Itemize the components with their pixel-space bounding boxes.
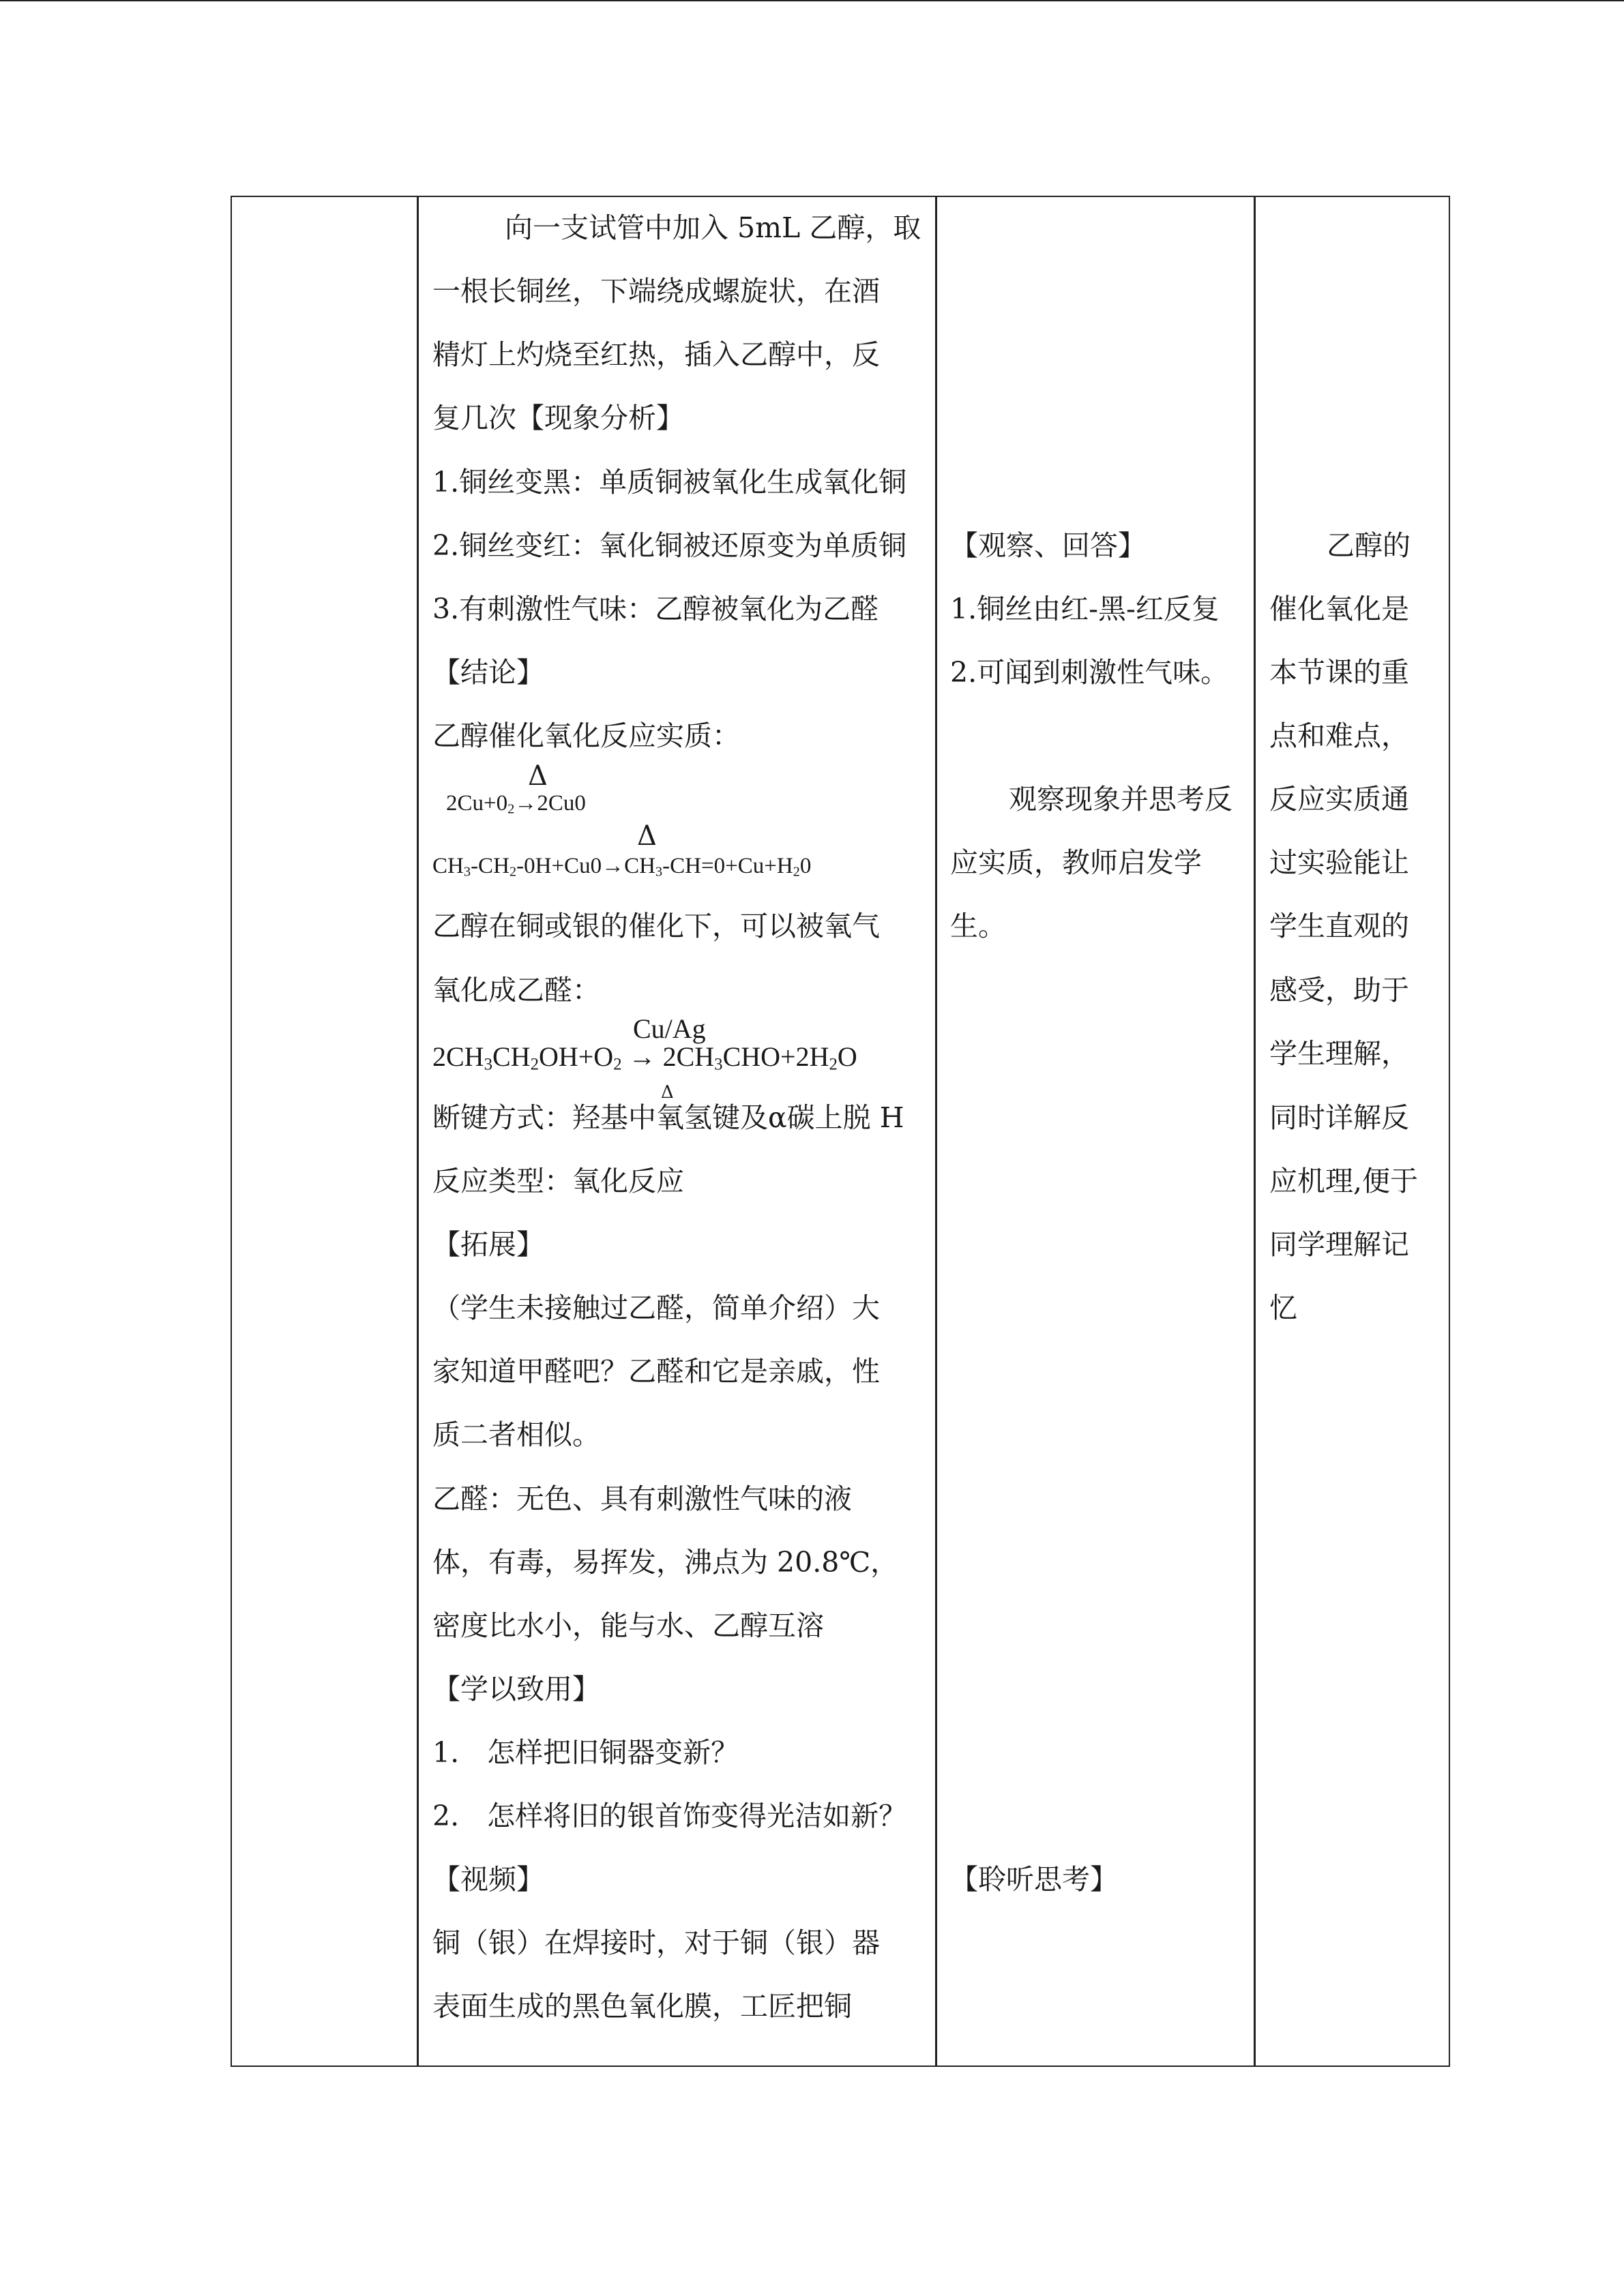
text-line: 乙醛：无色、具有刺激性气味的液 bbox=[432, 1482, 852, 1515]
list-item: 1. 怎样把旧铜器变新？ bbox=[432, 1736, 739, 1769]
text-line: 应机理,便于 bbox=[1269, 1165, 1419, 1197]
text-line: 乙醇的 bbox=[1327, 529, 1411, 562]
text-line: 应实质，教师启发学 bbox=[950, 846, 1202, 879]
equation-ethanol-cuo: $CH_3-CH_2-0H+Cu0\to CH_3-CH=0+Cu+H_20$ bbox=[432, 854, 812, 880]
equation-catalytic-oxidation: $2CH_3CH_2OH+O_2 \to 2CH_3CHO+2H_2O$ bbox=[432, 1041, 857, 1074]
column-divider bbox=[935, 197, 937, 2066]
equation-copper-oxidation: $2Cu+0_2\to 2Cu0$ bbox=[446, 791, 586, 817]
text-line: 感受，助于 bbox=[1269, 974, 1409, 1007]
design-intent-column bbox=[1269, 197, 1447, 2066]
section-heading: 【视频】 bbox=[432, 1863, 544, 1896]
text-line: 1.铜丝由红-黑-红反复 bbox=[950, 593, 1220, 625]
text-line: 2.铜丝变红：氧化铜被还原变为单质铜 bbox=[432, 529, 907, 562]
section-heading: 【观察、回答】 bbox=[950, 529, 1146, 562]
heat-symbol: Δ bbox=[661, 1082, 674, 1103]
text-line: 观察现象并思考反 bbox=[1009, 783, 1232, 816]
catalyst-label: Cu/Ag bbox=[633, 1013, 706, 1044]
column-divider bbox=[1254, 197, 1256, 2066]
list-item: 2. 怎样将旧的银首饰变得光洁如新？ bbox=[432, 1800, 907, 1832]
column-divider bbox=[417, 197, 419, 2066]
teacher-activity-column bbox=[432, 197, 930, 2066]
text-line: 忆 bbox=[1269, 1292, 1297, 1324]
text-line: 催化氧化是 bbox=[1269, 593, 1409, 625]
text-line: 3.有刺激性气味：乙醇被氧化为乙醛 bbox=[432, 593, 879, 625]
text-line: 表面生成的黑色氧化膜，工匠把铜 bbox=[432, 1990, 852, 2023]
text-line: 家知道甲醛吧？乙醛和它是亲戚，性 bbox=[432, 1355, 880, 1388]
text-line: 体，有毒，易挥发，沸点为 20.8℃， bbox=[432, 1546, 899, 1579]
text-line: 一根长铜丝，下端绕成螺旋状，在酒 bbox=[432, 275, 880, 308]
text-line: 乙醇在铜或银的催化下，可以被氧气 bbox=[432, 910, 880, 942]
text-line: 同时详解反 bbox=[1269, 1101, 1409, 1134]
section-heading: 【结论】 bbox=[432, 656, 544, 689]
text-line: 复几次【现象分析】 bbox=[432, 402, 684, 434]
text-line: 点和难点， bbox=[1269, 719, 1409, 752]
heat-symbol: Δ bbox=[528, 760, 548, 792]
text-line: 学生直观的 bbox=[1269, 910, 1409, 942]
text-line: 本节课的重 bbox=[1269, 656, 1409, 689]
text-line: 乙醇催化氧化反应实质： bbox=[432, 719, 740, 752]
text-line: 2.可闻到刺激性气味。 bbox=[950, 656, 1229, 689]
text-line: 反应实质通 bbox=[1269, 783, 1409, 816]
text-line: 精灯上灼烧至红热，插入乙醇中，反 bbox=[432, 338, 880, 371]
text-line: （学生未接触过乙醛，简单介绍）大 bbox=[432, 1292, 880, 1324]
lesson-plan-table bbox=[231, 196, 1450, 2067]
text-line: 氧化成乙醛： bbox=[432, 974, 600, 1007]
text-line: 质二者相似。 bbox=[432, 1418, 600, 1451]
stage-column bbox=[232, 197, 417, 2066]
text-line: 学生理解， bbox=[1269, 1037, 1409, 1070]
heat-symbol: Δ bbox=[637, 820, 657, 852]
text-line: 同学理解记 bbox=[1269, 1228, 1409, 1261]
text-line: 向一支试管中加入 5mL 乙醇，取 bbox=[505, 211, 921, 244]
text-line: 生。 bbox=[950, 910, 1006, 942]
text-line: 断键方式：羟基中氧氢键及α碳上脱 H bbox=[432, 1101, 904, 1134]
section-heading: 【聆听思考】 bbox=[950, 1863, 1118, 1896]
text-line: 密度比水小，能与水、乙醇互溶 bbox=[432, 1609, 824, 1642]
section-heading: 【学以致用】 bbox=[432, 1673, 600, 1705]
text-line: 过实验能让 bbox=[1269, 846, 1409, 879]
page-top-rule bbox=[0, 0, 1624, 1]
text-line: 反应类型：氧化反应 bbox=[432, 1165, 684, 1197]
text-line: 铜（银）在焊接时，对于铜（银）器 bbox=[432, 1926, 880, 1959]
student-activity-column bbox=[950, 197, 1250, 2066]
section-heading: 【拓展】 bbox=[432, 1228, 544, 1261]
text-line: 1.铜丝变黑：单质铜被氧化生成氧化铜 bbox=[432, 466, 907, 498]
